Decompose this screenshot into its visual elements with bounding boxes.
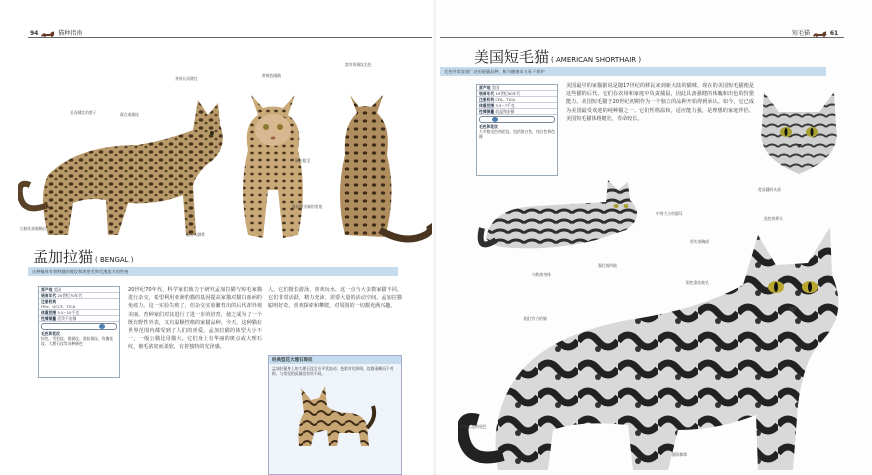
page-number: 61 xyxy=(829,30,839,37)
section-label: 短毛猫 xyxy=(792,30,811,37)
info-value: 较温和安静 xyxy=(495,109,515,114)
info-label: 体重范围 xyxy=(41,310,57,315)
bengal-marbled-photo xyxy=(289,378,379,448)
breed-title-en: AMERICAN SHORTHAIR xyxy=(555,56,637,64)
info-label: 注册机构 xyxy=(41,299,57,304)
info-label: 注册机构 xyxy=(479,97,495,102)
info-row xyxy=(477,109,557,115)
info-value: FIFe、GCCF、TICA xyxy=(41,304,76,309)
caption: 中等长度的尾巴 xyxy=(460,424,487,429)
caption: 身体长而健壮 xyxy=(175,76,198,81)
info-value: 19世纪90年代 xyxy=(495,91,521,96)
info-label: 原产地 xyxy=(41,287,53,292)
caption: 粗壮有力的腿 xyxy=(524,316,547,321)
caption: 后腿比前腿略长 xyxy=(20,226,47,231)
breed-info-box xyxy=(476,84,558,176)
body-text-col2: 人，它们擅长游泳，喜欢玩水，这一点与大多数家猫不同。它们非常活跃，精力充沛，需要大量的活动空间。孟加拉猫聪明好奇，喜欢探索和攀爬，对周围的一切都充满兴趣。 xyxy=(268,287,402,310)
coat-info xyxy=(39,331,119,346)
info-value: 20世纪70年代 xyxy=(57,293,83,298)
caption: 长而健壮的脖子 xyxy=(70,110,97,115)
bengal-back-photo xyxy=(325,85,435,245)
caption: 银色条纹被毛 xyxy=(686,280,709,285)
caption: 强壮的四肢 xyxy=(598,263,617,268)
info-value: 活泼不安静 xyxy=(57,316,77,321)
header-rule xyxy=(440,37,844,38)
info-label: 培育年代 xyxy=(479,91,495,96)
caption: 斑点或斑纹 xyxy=(120,112,139,117)
scale-knob xyxy=(492,117,498,122)
breed-title-cn: 美国短毛猫 xyxy=(474,48,550,66)
info-label: 毛色和花纹 xyxy=(41,331,60,336)
info-label: 性情测量 xyxy=(41,316,57,321)
reference-title: 经典型花大理石斑纹 xyxy=(269,356,401,364)
info-label: 性情测量 xyxy=(479,109,495,114)
temperament-scale xyxy=(41,323,117,330)
breed-title-cn: 孟加拉猫 xyxy=(33,248,94,266)
caption: 黄褐色眼睛 xyxy=(262,73,281,78)
caption: 黑色的鼻头 xyxy=(764,216,783,221)
breed-title: 孟加拉猫 ( BENGAL ) xyxy=(33,248,134,266)
caption: 厚实的胸部 xyxy=(690,239,709,244)
info-label: 体重范围 xyxy=(479,103,495,108)
info-value: 美国 xyxy=(53,287,62,292)
info-value: 棕色、雪豹纹、银斑纹、黑棕斑纹、玫瑰花纹、大理石纹等各种颜色 xyxy=(41,336,114,346)
caption: 富有的斑纹毛色 xyxy=(345,62,372,67)
info-value: 美国 xyxy=(491,85,500,90)
section-label: 猫种指南 xyxy=(58,30,83,37)
caption: 匀称的身体 xyxy=(532,272,551,277)
info-value: CFA、TICA xyxy=(495,97,515,102)
info-row xyxy=(39,316,119,322)
page-number: 94 xyxy=(30,30,39,37)
right-page xyxy=(436,0,872,475)
breed-title: 美国短毛猫 ( AMERICAN SHORTHAIR ) xyxy=(474,48,642,66)
breed-title-en: BENGAL xyxy=(99,256,129,264)
caption: 宽而圆的头部 xyxy=(758,187,781,192)
info-value: 大多数毛色和花纹，包括银白色、纯白色和色斑 xyxy=(479,129,555,139)
info-row xyxy=(39,299,119,310)
bengal-standing-photo xyxy=(18,85,238,245)
info-label: 培育年代 xyxy=(41,293,57,298)
reference-text: 孟加拉猫身上的大理石纹呈水平状流动，色彩对比鲜明，纹路清晰而不对称，与常见的虎斑纹有所不同。 xyxy=(272,366,394,376)
info-label: 原产地 xyxy=(479,85,491,90)
shorthair-head-photo xyxy=(754,82,844,177)
info-value: 5.5~10千克 xyxy=(57,310,80,315)
caption: 中等大小的圆耳 xyxy=(656,211,683,216)
caption: 鼠色粗毛 xyxy=(295,158,311,163)
caption: 圆形大脚掌 xyxy=(186,232,205,237)
info-value: 3.5~7千克 xyxy=(495,103,515,108)
coat-info xyxy=(477,124,557,139)
body-text-col1: 20世纪70年代，科学家们致力于研究孟加拉猫与短毛家猫进行杂交，希望利用亚洲豹猫的基因提高家猫对猫白血病的免疫力。这一实验失败了，但杂交实验繁育出的后代却外观美丽。育种家们对其进行了进一步的培育，使之成为了一个既有野性外表，又有温顺性格的家猫品种。今天，这种猫在世界范围内都受到了人们的喜爱。孟加拉猫的体型大小不一，一般公猫比母猫大。它们身上有华丽的斑点或大理石纹，被毛浓密而柔软，有着独特的光泽感。 xyxy=(128,287,262,351)
caption: 斑纹带尖端的宽尾 xyxy=(292,204,323,209)
scale-knob xyxy=(99,324,105,329)
reference-box xyxy=(268,355,402,475)
body-text: 美国最早的家猫据说是随17世纪的移民来到新大陆的猫咪，现在的美国短毛猫便是这些猫的后代。它们在农场和家庭中负责捕鼠，因此具备强健的体魄和出色的狩猎能力。美国短毛猫于20世纪初期作为一个独立的品种开始得到承认。如今，它已成为美国最受欢迎的纯种猫之一。它们性格温和，适应能力强，是理想的家庭伴侣。美国短毛猫体格健壮，寿命较长。 xyxy=(566,83,754,122)
caption: 圆形脚掌 xyxy=(672,452,688,457)
breed-subtitle: 毛色经常显现广泛的斑猫品种，极为健康而又易于养护 xyxy=(440,67,826,76)
breed-subtitle: 这种猫体有着野趣的斑纹和浓密毛和毛滚流方的性格 xyxy=(28,267,398,276)
temperament-scale xyxy=(479,116,555,123)
info-label: 毛色和花纹 xyxy=(479,124,498,129)
shorthair-standing-photo xyxy=(458,215,846,475)
header-rule xyxy=(28,37,432,38)
breed-info-box xyxy=(38,286,120,378)
